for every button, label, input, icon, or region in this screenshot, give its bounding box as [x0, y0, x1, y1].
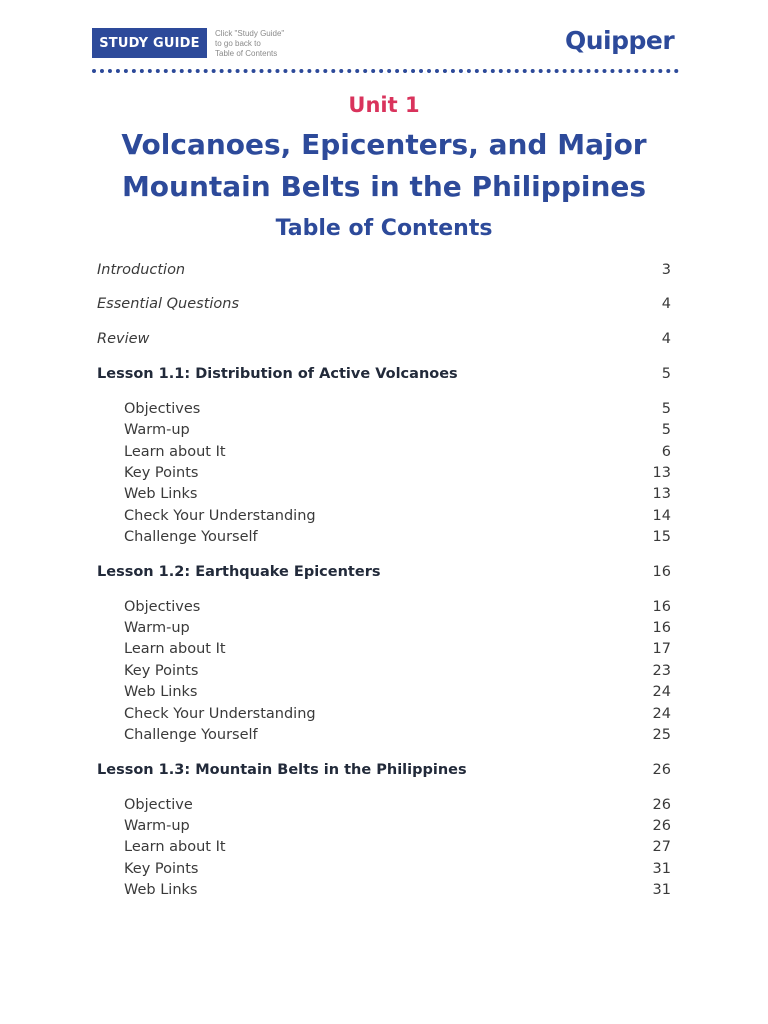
toc-entry-page: 27	[652, 839, 671, 855]
toc-entry-page: 23	[652, 663, 671, 679]
toc-entry-review[interactable]	[0, 331, 768, 353]
toc-entry-title: Key Points	[124, 861, 199, 877]
toc-entry-page: 31	[652, 861, 671, 877]
toc-entry-page: 5	[661, 366, 671, 382]
hint-line: Table of Contents	[215, 49, 278, 58]
toc-entry-title: Lesson 1.2: Earthquake Epicenters	[97, 564, 381, 580]
toc-subentry[interactable]	[0, 422, 768, 444]
toc-subentry[interactable]	[0, 727, 768, 749]
toc-subentry[interactable]	[0, 529, 768, 551]
toc-entry-page: 16	[652, 599, 671, 615]
toc-entry-introduction[interactable]	[0, 262, 768, 284]
toc-subentry[interactable]	[0, 663, 768, 685]
toc-entry-page: 16	[652, 564, 671, 580]
toc-entry-page: 4	[661, 331, 671, 347]
toc-entry-page: 15	[652, 529, 671, 545]
title-line: Volcanoes, Epicenters, and Major	[121, 128, 647, 161]
toc-entry-title: Web Links	[124, 882, 198, 898]
toc-entry-page: 26	[652, 797, 671, 813]
toc-subentry[interactable]	[0, 641, 768, 663]
toc-subentry[interactable]	[0, 508, 768, 530]
toc-entry-title: Review	[97, 331, 150, 347]
toc-entry-title: Challenge Yourself	[124, 727, 258, 743]
toc-entry-page: 26	[652, 762, 671, 778]
toc-entry-page: 26	[652, 818, 671, 834]
toc-lesson-1-2[interactable]	[0, 564, 768, 586]
toc-entry-title: Warm-up	[124, 818, 190, 834]
toc-entry-page: 17	[652, 641, 671, 657]
toc-entry-title: Lesson 1.1: Distribution of Active Volcanoes	[97, 366, 458, 382]
toc-entry-title: Objectives	[124, 599, 201, 615]
toc-entry-page: 24	[652, 706, 671, 722]
toc-subentry[interactable]	[0, 401, 768, 423]
toc-entry-page: 31	[652, 882, 671, 898]
toc-entry-essential-questions[interactable]	[0, 296, 768, 318]
toc-entry-title: Web Links	[124, 486, 198, 502]
toc-entry-page: 5	[661, 422, 671, 438]
toc-entry-title: Challenge Yourself	[124, 529, 258, 545]
toc-subentry[interactable]	[0, 818, 768, 840]
toc-entry-page: 13	[652, 486, 671, 502]
toc-entry-title: Key Points	[124, 663, 199, 679]
toc-entry-page: 6	[661, 444, 671, 460]
toc-entry-page: 4	[661, 296, 671, 312]
toc-entry-title: Check Your Understanding	[124, 508, 316, 524]
toc-entry-page: 14	[652, 508, 671, 524]
toc-entry-page: 5	[661, 401, 671, 417]
toc-subentry[interactable]	[0, 861, 768, 883]
toc-entry-title: Warm-up	[124, 422, 190, 438]
toc-entry-page: 25	[652, 727, 671, 743]
toc-entry-title: Objective	[124, 797, 193, 813]
toc-entry-title: Warm-up	[124, 620, 190, 636]
toc-entry-page: 24	[652, 684, 671, 700]
toc-entry-title: Lesson 1.3: Mountain Belts in the Philippines	[97, 762, 467, 778]
toc-entry-title: Key Points	[124, 465, 199, 481]
hint-line: Click "Study Guide"	[215, 29, 285, 38]
toc-entry-title: Web Links	[124, 684, 198, 700]
toc-entry-title: Essential Questions	[97, 296, 240, 312]
toc-subentry[interactable]	[0, 684, 768, 706]
hint-line: to go back to	[215, 39, 261, 48]
toc-entry-title: Check Your Understanding	[124, 706, 316, 722]
toc-entry-page: 16	[652, 620, 671, 636]
toc-entry-title: Learn about It	[124, 641, 226, 657]
toc-lesson-1-1[interactable]	[0, 366, 768, 388]
title-line: Mountain Belts in the Philippines	[121, 170, 647, 203]
toc-entry-title: Objectives	[124, 401, 201, 417]
toc-heading: Table of Contents	[275, 216, 493, 241]
quipper-logo: Quipper	[565, 26, 675, 55]
toc-subentry[interactable]	[0, 599, 768, 621]
toc-subentry[interactable]	[0, 882, 768, 904]
toc-lesson-1-3[interactable]	[0, 762, 768, 784]
unit-label: Unit 1	[348, 93, 420, 117]
toc-subentry[interactable]	[0, 444, 768, 466]
toc-subentry[interactable]	[0, 706, 768, 728]
toc-subentry[interactable]	[0, 465, 768, 487]
toc-subentry[interactable]	[0, 797, 768, 819]
toc-entry-page: 13	[652, 465, 671, 481]
toc-subentry[interactable]	[0, 839, 768, 861]
toc-entry-title: Learn about It	[124, 839, 226, 855]
toc-entry-title: Learn about It	[124, 444, 226, 460]
toc-subentry[interactable]	[0, 620, 768, 642]
study-guide-button[interactable]: STUDY GUIDE	[92, 28, 207, 58]
toc-subentry[interactable]	[0, 486, 768, 508]
toc-entry-page: 3	[661, 262, 671, 278]
toc-entry-title: Introduction	[97, 262, 186, 278]
